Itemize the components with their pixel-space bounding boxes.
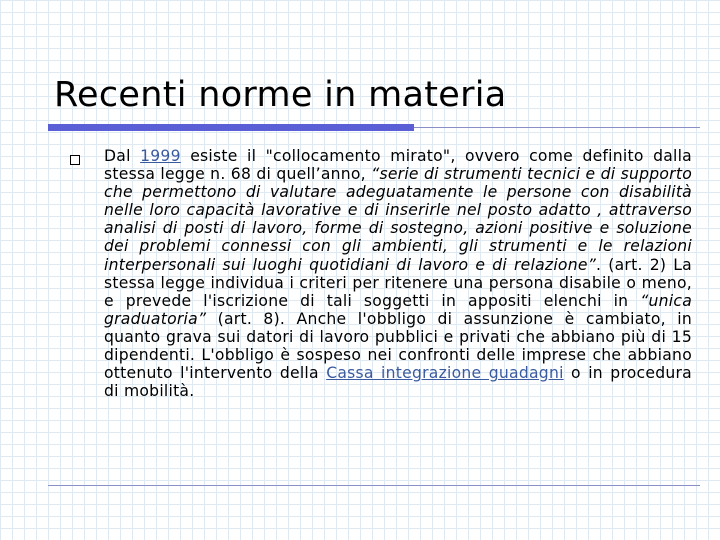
quote-unica-graduatoria: “unica graduatoria” [104, 291, 692, 328]
text-segment: o in procedura di mobilità. [104, 364, 692, 401]
slide-title: Recenti norme in materia [54, 75, 507, 115]
title-accent-bar [48, 124, 414, 131]
link-cassa-integrazione[interactable]: Cassa integrazione guadagni [326, 364, 564, 383]
link-1999[interactable]: 1999 [140, 147, 181, 165]
text-segment: Dal [104, 147, 141, 165]
body-paragraph [104, 147, 692, 400]
text-segment: (art. 8). Anche l'obbligo di assunzione è cambiato, in quanto grava sui datori di lavoro pubblici e privati che abbiano più di 15 dipendenti. L'obbligo è sospeso nei confronti delle imprese che abbiano ottenuto l'intervento della [104, 309, 692, 383]
footer-divider-line [48, 485, 700, 486]
hollow-square-bullet-icon [70, 155, 80, 165]
text-segment: . (art. 2) La stessa legge individua i criteri per ritenere una persona disabile o meno, e prevede l'iscrizione di tali soggetti in appositi elenchi in [104, 255, 692, 310]
text-segment: esiste il "collocamento mirato", ovvero come definito dalla stessa legge n. 68 di quell’anno, [104, 147, 692, 184]
quote-definition: “serie di strumenti tecnici e di supporto che permettono di valutare adeguatamente le persone con disabilità nelle loro capacità lavorative e di inserirle nel posto adatto , attraverso analisi di posti di lavoro, forme di sostegno, azioni positive e soluzione dei problemi connessi con gli ambienti, gli strumenti e le relazioni interpersonali sui luoghi quotidiani di lavoro e di relazione” [104, 165, 692, 274]
